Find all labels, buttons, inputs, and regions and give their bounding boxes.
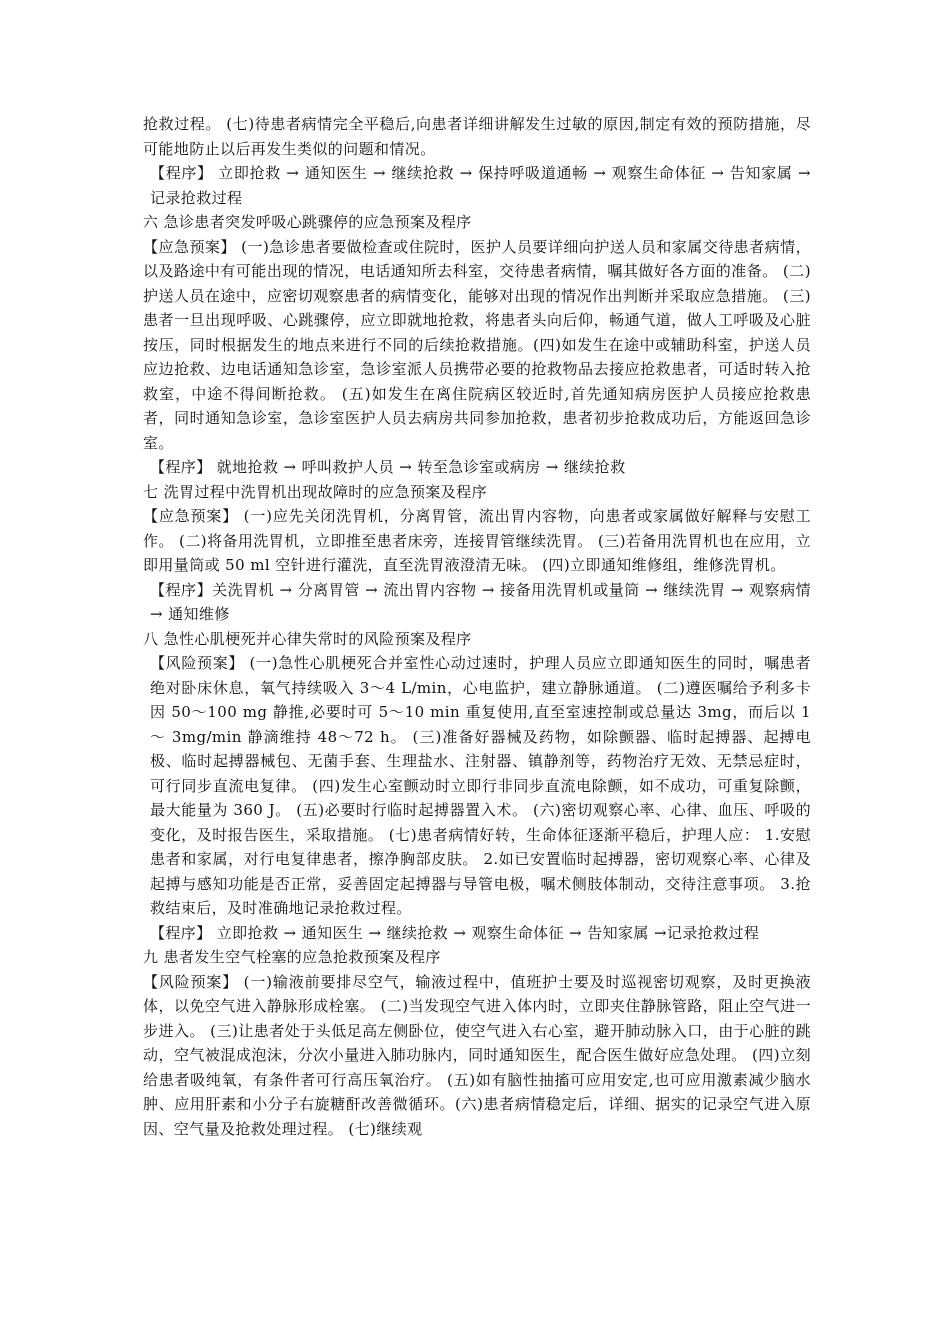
procedure-8: 【程序】 立即抢救 → 通知医生 → 继续抢救 → 观察生命体征 → 告知家属 →记录抢救过程 [150,923,760,942]
paragraph-risk-plan-9: 【风险预案】 (一)输液前要排尽空气，输液过程中，值班护士要及时巡视密切观察，及时更换液体，以免空气进入静脉形成栓塞。 (二)当发现空气进入体内时，立即夹住静脉管路，阻止空气进一步进入。 (三)让患者处于头低足高左侧卧位，使空气进入右心室，避开肺动脉入口，由于心脏的跳动，空气被混成泡沫，分次小量进入肺功脉内，同时通知医生，配合医生做好应急处理。 (四)立刻给患者吸纯氧，有条件者可行高压氧治疗。 (五)如有脑性抽搐可应用安定,也可应用激素减少脑水肿、应用肝素和小分子右旋糖酐改善微循环。(六)患者病情稳定后，详细、据实的记录空气进入原因、空气量及抢救处理过程。 (七)继续观 [143,972,811,1138]
paragraph-emergency-plan-7: 【应急预案】 (一)应先关闭洗胃机，分离胃管，流出胃内容物，向患者或家属做好解释与安慰工作。 (二)将备用洗胃机，立即推至患者床旁，连接胃管继续洗胃。 (三)若备用洗胃机也在应用，立即用量筒或 50 ml 空针进行灌洗，直至洗胃液澄清无味。 (四)立即通知维修组，维修洗胃机。 [143,507,811,574]
section-heading-7: 七 洗胃过程中洗胃机出现故障时的应急预案及程序 [143,482,487,501]
section-heading-8: 八 急性心肌梗死并心律失常时的风险预案及程序 [143,629,472,648]
section-heading-9: 九 患者发生空气栓塞的应急抢救预案及程序 [143,948,441,966]
section-heading-6: 六 急诊患者突发呼吸心跳骤停的应急预案及程序 [143,213,472,231]
paragraph-risk-plan-8: 【风险预案】 (一)急性心肌梗死合并室性心动过速时，护理人员应立即通知医生的同时，嘱患者绝对卧床休息，氧气持续吸入 3～4 L/min，心电监护，建立静脉通道。 (二)遵医嘱给予利多卡因 50～100 mg 静推,必要时可 5～10 min 重复使用,直至室速控制或总量达 3mg，而后以 1～ 3mg/min 静滴维持 48～72 h。 (三)准备好器械及药物，如除颤器、临时起搏器、起搏电极、临时起搏器械包、无菌手套、生理盐水、注射器、镇静剂等，药物治疗无效、无禁忌症时，可行同步直流电复律。 (四)发生心室颤动时立即行非同步直流电除颤，如不成功，可重复除颤，最大能量为 360 J。 (五)必要时行临时起搏器置入术。 (六)密切观察心率、心律、血压、呼吸的变化，及时报告医生，采取措施。 (七)患者病情好转，生命体征逐渐平稳后，护理人应： 1.安慰患者和家属，对行电复律患者，擦净胸部皮肤。 2.如已安置临时起搏器，密切观察心率、心律及起搏与感知功能是否正常，妥善固定起搏器与导管电极，嘱术侧肢体制动，交待注意事项。 3.抢救结束后，及时准确地记录抢救过程。 [150,654,811,917]
procedure-6: 【程序】 就地抢救 → 呼叫救护人员 → 转至急诊室或病房 → 继续抢救 [150,458,626,476]
procedure-7: 【程序】关洗胃机 → 分离胃管 → 流出胃内容物 → 接备用洗胃机或量筒 → 继续洗胃 → 观察病情 → 通知维修 [150,580,811,623]
paragraph-emergency-plan-6: 【应急预案】 (一)急诊患者要做检查或住院时，医护人员要详细向护送人员和家属交待患者病情，以及路途中有可能出现的情况，电话通知所去科室，交待患者病情，嘱其做好各方面的准备。 (二)护送人员在途中，应密切观察患者的病情变化，能够对出现的情况作出判断并采取应急措施。 (三)患者一旦出现呼吸、心跳骤停，应立即就地抢救，将患者头向后仰，畅通气道，做人工呼吸及心脏按压，同时根据发生的地点来进行不同的后续抢救措施。(四)如发生在途中或辅助科室，护送人员应边抢救、边电话通知急诊室，急诊室派人员携带必要的抢救物品去接应抢救患者，可适时转入抢救室，中途不得间断抢救。 (五)如发生在离住院病区较近时,首先通知病房医护人员接应抢救患者，同时通知急诊室，急诊室医护人员去病房共同参加抢救，患者初步抢救成功后，方能返回急诊室。 [143,237,811,452]
procedure-anaphylaxis: 【程序】 立即抢救 → 通知医生 → 继续抢救 → 保持呼吸道通畅 → 观察生命体征 → 告知家属 → 记录抢救过程 [150,164,811,207]
paragraph-anaphylaxis-end: 抢救过程。 (七)待患者病情完全平稳后,向患者详细讲解发生过敏的原因,制定有效的预防措施，尽可能地防止以后再发生类似的问题和情况。 [143,115,811,158]
document-page [143,112,811,1141]
